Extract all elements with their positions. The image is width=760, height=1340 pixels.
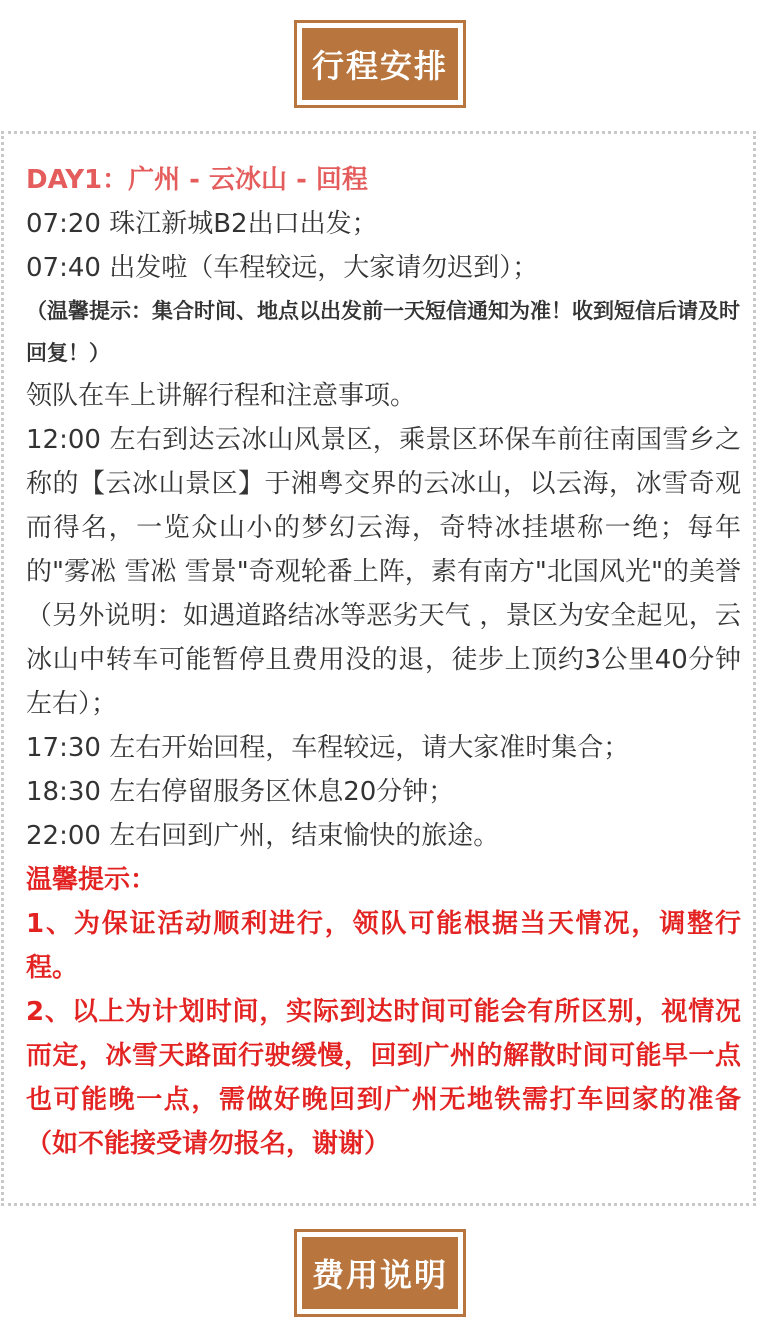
schedule-line-guide: 领队在车上讲解行程和注意事项。: [26, 381, 417, 411]
schedule-line-1200: 12:00 左右到达云冰山风景区，乘景区环保车前往南国雪乡之称的【云冰山景区】于湘粤交界的云冰山，以云海，冰雪奇观而得名，一览众山小的梦幻云海，奇特冰挂堪称一绝；每年的"雾凇 雪凇 雪景"奇观轮番上阵，素有南方"北国风光"的美誉（另外说明：如遇道路结冰等恶劣天气 ，景区为安全起见，云冰山中转车可能暂停且费用没的退，徒步上顶约3公里40分钟左右）；: [26, 425, 741, 719]
fees-section-title: 费用说明: [302, 1237, 458, 1309]
warm-tip-2: 2、以上为计划时间，实际到达时间可能会有所区别，视情况而定，冰雪天路面行驶缓慢，回到广州的解散时间可能早一点也可能晚一点，需做好晚回到广州无地铁需打车回家的准备（如不能接受请勿报名，谢谢）: [26, 997, 741, 1159]
schedule-line-1730: 17:30 左右开始回程，车程较远，请大家准时集合；: [26, 733, 630, 763]
itinerary-content: [26, 158, 741, 1166]
itinerary-section-title: 行程安排: [302, 28, 458, 100]
warm-tip-1: 1、为保证活动顺利进行，领队可能根据当天情况，调整行程。: [26, 909, 741, 983]
itinerary-panel: [1, 131, 756, 1206]
warm-tips-heading: 温馨提示：: [26, 865, 157, 895]
gathering-tip: （温馨提示：集合时间、地点以出发前一天短信通知为准！收到短信后请及时回复！）: [26, 299, 740, 365]
schedule-line-0740: 07:40 出发啦（车程较远，大家请勿迟到）；: [26, 253, 539, 283]
day-title: DAY1：广州 - 云冰山 - 回程: [26, 165, 368, 195]
schedule-line-2200: 22:00 左右回到广州，结束愉快的旅途。: [26, 821, 500, 851]
schedule-line-0720: 07:20 珠江新城B2出口出发；: [26, 209, 378, 239]
schedule-line-1830: 18:30 左右停留服务区休息20分钟；: [26, 777, 455, 807]
itinerary-section-badge: [294, 20, 466, 108]
fees-section-badge: [294, 1229, 466, 1317]
